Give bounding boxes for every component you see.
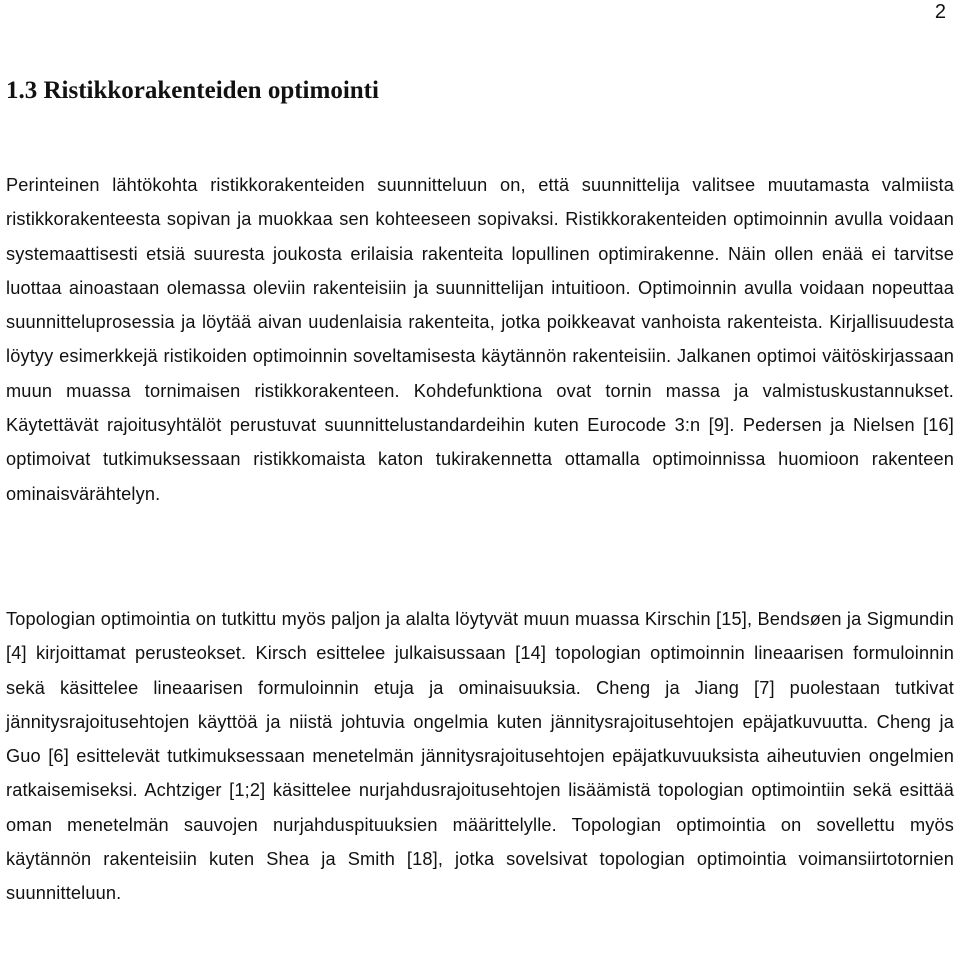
body-paragraph: Topologian optimointia on tutkittu myös paljon ja alalta löytyvät muun muassa Kirschin [15], Bendsøen ja Sigmundin [4] kirjoittamat perusteokset. Kirsch esittelee julkaisussaan [14] topologian optimoinnin lineaarisen formuloinnin sekä käsittelee lineaarisen formuloinnin etuja ja ominaisuuksia. Cheng ja Jiang [7] puolestaan tutkivat jännitysrajoitusehtojen käyttöä ja niistä johtuvia ongelmia kuten jännitysrajoitusehtojen epäjatkuvuutta. Cheng ja Guo [6] esittelevät tutkimuksessaan menetelmän jännitysrajoitusehtojen epäjatkuvuuksista aiheutuvien ongelmien ratkaisemiseksi. Achtziger [1;2] käsittelee nurjahdusrajoitusehtojen lisäämistä topologian optimointiin sekä esittää oman menetelmän sauvojen nurjahduspituuksien määrittelylle. Topologian optimointia on sovellettu myös käytännön rakenteisiin kuten Shea ja Smith [18], jotka sovelsivat topologian optimointia voimansiirtotornien suunnitteluun.	[6, 609, 954, 904]
body-paragraph: Perinteinen lähtökohta ristikkorakenteiden suunnitteluun on, että suunnittelija valitsee muutamasta valmiista ristikkorakenteesta sopivan ja muokkaa sen kohteeseen sopivaksi. Ristikkorakenteiden optimoinnin avulla voidaan systemaattisesti etsiä suuresta joukosta erilaisia rakenteita lopullinen optimirakenne. Näin ollen enää ei tarvitse luottaa ainoastaan olemassa oleviin rakenteisiin ja suunnittelijan intuitioon. Optimoinnin avulla voidaan nopeuttaa suunnitteluprosessia ja löytää aivan uudenlaisia rakenteita, jotka poikkeavat vanhoista rakenteista. Kirjallisuudesta löytyy esimerkkejä ristikoiden optimoinnin soveltamisesta käytännön rakenteisiin. Jalkanen optimoi väitöskirjassaan muun muassa tornimaisen ristikkorakenteen. Kohdefunktiona ovat tornin massa ja valmistuskustannukset. Käytettävät rajoitusyhtälöt perustuvat suunnittelustandardeihin kuten Eurocode 3:n [9]. Pedersen ja Nielsen [16] optimoivat tutkimuksessaan ristikkomaista katon tukirakennetta ottamalla optimoinnissa huomioon rakenteen ominaisvärähtelyn.	[6, 175, 954, 504]
section-heading: 1.3 Ristikkorakenteiden optimointi	[6, 77, 379, 104]
page-number: 2	[934, 1, 946, 23]
